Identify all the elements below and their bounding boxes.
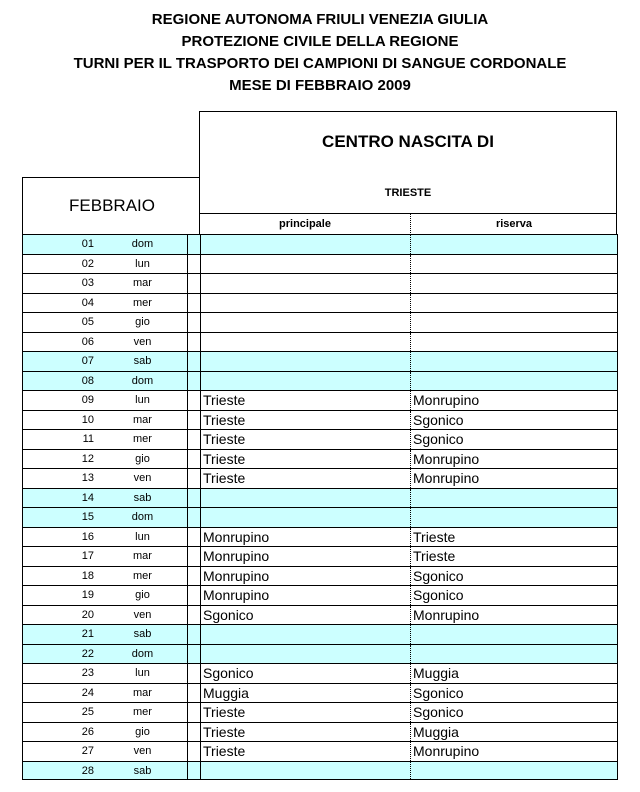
weekday: ven (133, 745, 152, 757)
riserva-cell: Trieste (413, 528, 456, 545)
riserva-cell: Sgonico (413, 704, 464, 720)
table-row (22, 527, 618, 547)
day-number: 11 (82, 433, 94, 445)
table-row (22, 585, 618, 605)
principale-cell: Trieste (200, 703, 411, 722)
table-row (22, 507, 618, 527)
table-row (22, 624, 618, 644)
weekday: mer (133, 296, 152, 309)
weekday: ven (133, 472, 152, 484)
weekday: lun (135, 530, 150, 543)
day-number: 01 (23, 235, 98, 254)
spacer-cell (187, 411, 200, 430)
day-number: 25 (81, 706, 94, 718)
weekday: dom (98, 508, 187, 527)
spacer-cell (187, 723, 200, 742)
spacer-cell (187, 606, 200, 625)
riserva-cell: Monrupino (413, 606, 480, 623)
principale-cell (200, 508, 411, 527)
table-row (22, 722, 618, 742)
weekday: gio (135, 452, 150, 465)
spacer-cell (187, 391, 200, 410)
spacer-cell (187, 255, 200, 274)
principale-cell (200, 274, 411, 293)
table-row (22, 566, 618, 586)
spacer-cell (187, 313, 200, 332)
day-number: 17 (81, 550, 94, 562)
riserva-cell (411, 625, 617, 644)
riserva-cell (411, 235, 617, 254)
header-line-turni: TURNI PER IL TRASPORTO DEI CAMPIONI DI SANGUE CORDONALE (73, 55, 567, 72)
riserva-cell: Sgonico (413, 567, 464, 584)
spacer-cell (187, 625, 200, 644)
month-header-cell (22, 177, 200, 234)
weekday: sab (98, 625, 187, 644)
spacer-cell (187, 703, 200, 722)
riserva-cell (411, 333, 617, 352)
day-number: 09 (81, 394, 94, 406)
principale-cell: Trieste (200, 391, 411, 410)
principale-cell: Monrupino (200, 586, 411, 605)
weekday: mar (133, 277, 152, 289)
weekday: ven (133, 608, 152, 621)
city-label: TRIESTE (384, 187, 432, 199)
col-principale-header: principale (200, 214, 411, 235)
spacer-cell (187, 664, 200, 683)
principale-cell: Monrupino (200, 567, 411, 586)
spacer-cell (187, 469, 200, 488)
table-row (22, 644, 618, 664)
day-number: 27 (81, 745, 94, 757)
table-row (22, 741, 618, 761)
principale-cell (200, 372, 411, 391)
riserva-cell: Trieste (413, 548, 456, 564)
principale-cell (200, 645, 411, 664)
principale-cell (200, 352, 411, 371)
riserva-cell (411, 352, 617, 371)
table-row (22, 371, 618, 391)
riserva-cell (411, 489, 617, 508)
principale-cell (200, 235, 411, 254)
table-row (22, 683, 618, 703)
principale-cell: Trieste (200, 430, 411, 449)
principale-cell: Monrupino (200, 547, 411, 566)
day-number: 06 (81, 335, 94, 348)
spacer-cell (187, 528, 200, 547)
weekday: mar (133, 413, 152, 426)
table-row (22, 273, 618, 293)
spacer-cell (187, 372, 200, 391)
spacer-cell (187, 508, 200, 527)
spacer-cell (187, 567, 200, 586)
day-number: 18 (81, 569, 94, 582)
principale-cell: Muggia (200, 684, 411, 703)
riserva-cell: Sgonico (413, 684, 464, 701)
day-number: 12 (81, 452, 94, 465)
weekday: mer (133, 433, 152, 445)
spacer-cell (187, 489, 200, 508)
spacer-cell (187, 450, 200, 469)
weekday: gio (135, 725, 150, 738)
month-label: FEBBRAIO (69, 196, 155, 215)
day-number: 23 (81, 667, 94, 679)
day-number: 14 (23, 489, 98, 508)
riserva-cell (411, 762, 617, 780)
spacer-cell (187, 762, 200, 780)
day-number: 20 (81, 608, 94, 621)
spacer-cell (187, 235, 200, 254)
principale-cell: Sgonico (200, 606, 411, 625)
day-number: 02 (81, 257, 94, 270)
day-number: 03 (81, 277, 94, 289)
weekday: mar (133, 550, 152, 562)
spacer-cell (187, 352, 200, 371)
weekday: lun (135, 394, 150, 406)
day-number: 19 (81, 589, 94, 601)
principale-cell (200, 625, 411, 644)
riserva-cell: Sgonico (413, 411, 464, 428)
header-line-region: REGIONE AUTONOMA FRIULI VENEZIA GIULIA (151, 11, 489, 28)
table-row (22, 312, 618, 332)
table-row (22, 254, 618, 274)
day-number: 28 (23, 762, 98, 780)
day-number: 24 (81, 686, 94, 699)
principale-cell: Trieste (200, 469, 411, 488)
table-row (22, 293, 618, 313)
riserva-cell (411, 255, 617, 274)
table-row (22, 546, 618, 566)
centro-header-cell (199, 111, 617, 234)
weekday: gio (135, 316, 150, 328)
weekday: ven (133, 335, 152, 348)
principale-cell: Monrupino (200, 528, 411, 547)
spacer-cell (187, 430, 200, 449)
riserva-cell: Muggia (413, 723, 459, 740)
col-riserva-header: riserva (495, 218, 533, 230)
table-row (22, 351, 618, 371)
weekday: dom (98, 372, 187, 391)
day-number: 15 (23, 508, 98, 527)
riserva-cell (411, 274, 617, 293)
riserva-cell: Muggia (413, 665, 459, 681)
table-row (22, 332, 618, 352)
day-number: 22 (23, 645, 98, 664)
table-row (22, 663, 618, 683)
table-row (22, 605, 618, 625)
weekday: lun (135, 257, 150, 270)
riserva-cell: Monrupino (413, 392, 480, 408)
day-number: 04 (81, 296, 94, 309)
day-number: 13 (81, 472, 94, 484)
riserva-cell (411, 294, 617, 313)
spacer-cell (187, 586, 200, 605)
riserva-cell: Monrupino (413, 470, 480, 486)
day-number: 07 (23, 352, 98, 371)
riserva-cell: Monrupino (413, 450, 480, 467)
table-row (22, 390, 618, 410)
principale-cell (200, 294, 411, 313)
table-row (22, 449, 618, 469)
weekday: sab (98, 762, 187, 780)
table-row (22, 761, 618, 781)
weekday: lun (135, 667, 150, 679)
column-subheader (200, 213, 616, 235)
principale-cell: Trieste (200, 742, 411, 761)
day-number: 10 (81, 413, 94, 426)
principale-cell (200, 333, 411, 352)
riserva-cell (411, 313, 617, 332)
riserva-cell (411, 372, 617, 391)
weekday: sab (98, 489, 187, 508)
weekday: gio (135, 589, 150, 601)
header-line-month: MESE DI FEBBRAIO 2009 (229, 77, 411, 94)
riserva-cell (411, 508, 617, 527)
day-number: 05 (81, 316, 94, 328)
spacer-cell (187, 274, 200, 293)
day-number: 21 (23, 625, 98, 644)
riserva-cell: Sgonico (413, 587, 464, 603)
table-row (22, 468, 618, 488)
day-number: 08 (23, 372, 98, 391)
principale-cell (200, 489, 411, 508)
principale-cell: Trieste (200, 450, 411, 469)
principale-cell: Trieste (200, 411, 411, 430)
riserva-cell: Monrupino (413, 743, 480, 759)
weekday: mer (133, 706, 152, 718)
day-number: 26 (81, 725, 94, 738)
spacer-cell (187, 742, 200, 761)
table-row (22, 488, 618, 508)
principale-cell (200, 762, 411, 780)
header-line-protezione: PROTEZIONE CIVILE DELLA REGIONE (181, 33, 459, 50)
principale-cell (200, 255, 411, 274)
principale-cell: Sgonico (200, 664, 411, 683)
weekday: mer (133, 569, 152, 582)
riserva-cell: Sgonico (413, 431, 464, 447)
schedule-table-body (22, 234, 618, 780)
weekday: mar (133, 686, 152, 699)
principale-cell: Trieste (200, 723, 411, 742)
principale-cell (200, 313, 411, 332)
weekday: sab (98, 352, 187, 371)
table-row (22, 429, 618, 449)
table-row (22, 234, 618, 254)
spacer-cell (187, 684, 200, 703)
spacer-cell (187, 547, 200, 566)
weekday: dom (98, 645, 187, 664)
day-number: 16 (81, 530, 94, 543)
riserva-cell (411, 645, 617, 664)
weekday: dom (98, 235, 187, 254)
spacer-cell (187, 294, 200, 313)
spacer-cell (187, 333, 200, 352)
table-row (22, 410, 618, 430)
spacer-cell (187, 645, 200, 664)
centro-label: CENTRO NASCITA DI (322, 132, 494, 151)
table-row (22, 702, 618, 722)
